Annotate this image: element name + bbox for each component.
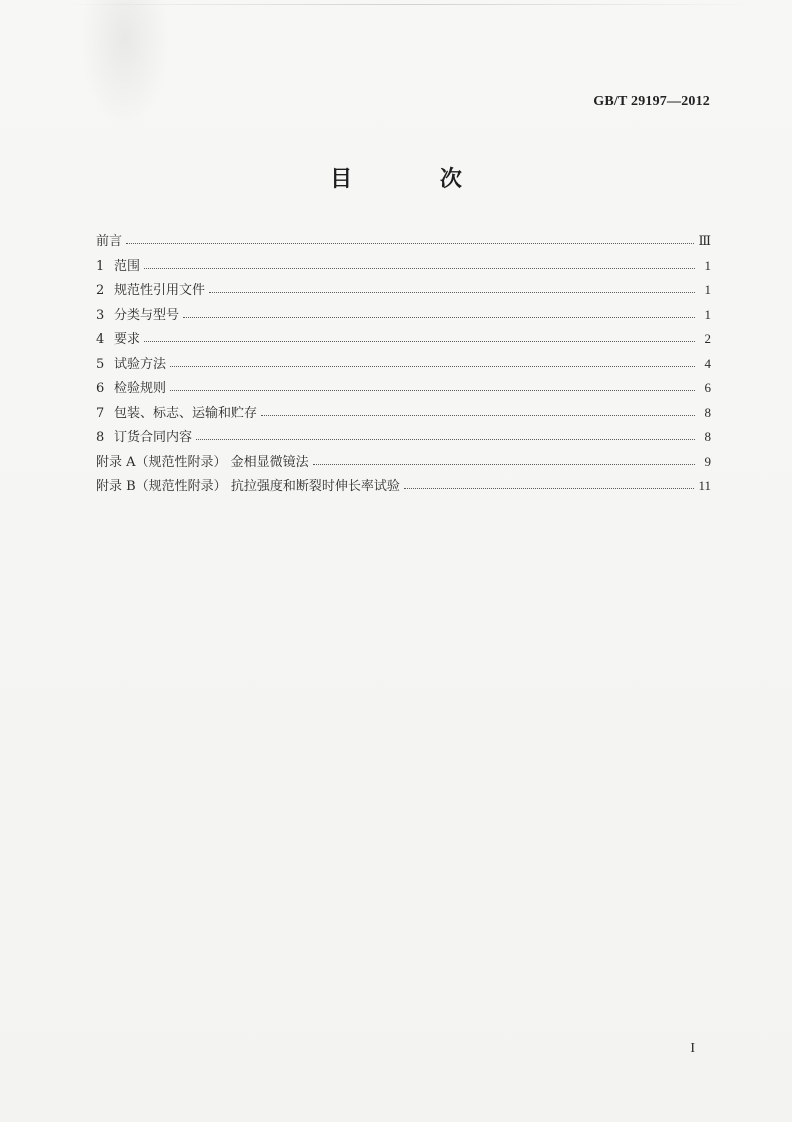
- toc-entry-2[interactable]: [96, 278, 711, 303]
- toc-entry-label: 订货合同内容: [114, 430, 193, 445]
- toc-entry-8[interactable]: [96, 425, 711, 450]
- toc-entry-number: 3: [96, 307, 105, 323]
- leader-dots: [170, 389, 695, 391]
- leader-dots: [404, 487, 695, 489]
- toc-entry-foreword[interactable]: [96, 229, 711, 254]
- leader-dots: [313, 463, 695, 465]
- document-number: GB/T 29197—2012: [593, 94, 710, 109]
- leader-dots: [209, 291, 695, 293]
- toc-entry-label: 附录 A（规范性附录） 金相显微镜法: [96, 454, 309, 470]
- leader-dots: [144, 267, 695, 269]
- toc-entry-page: 4: [704, 355, 711, 371]
- leader-dots: [170, 365, 695, 367]
- toc-entry-7[interactable]: [96, 401, 711, 426]
- toc-entry-page: 2: [704, 331, 711, 346]
- toc-entry-page: 9: [704, 453, 711, 469]
- toc-entry-number: 5: [96, 356, 105, 372]
- toc-entry-page: Ⅲ: [698, 233, 711, 248]
- page-number: I: [690, 1041, 695, 1056]
- leader-dots: [183, 316, 695, 318]
- toc-entry-number: 2: [96, 283, 105, 298]
- table-of-contents: [96, 229, 711, 499]
- toc-title: 目 次: [330, 167, 502, 192]
- toc-entry-label: 前言: [96, 234, 123, 249]
- toc-entry-number: 4: [96, 332, 105, 347]
- toc-entry-label: 检验规则: [114, 381, 167, 396]
- toc-entry-page: 11: [698, 478, 711, 493]
- toc-entry-number: 7: [96, 405, 105, 421]
- leader-dots: [196, 438, 695, 440]
- toc-entry-label: 要求: [114, 332, 141, 347]
- toc-entry-6[interactable]: [96, 376, 711, 401]
- toc-entry-label: 附录 B（规范性附录） 抗拉强度和断裂时伸长率试验: [96, 479, 400, 494]
- toc-entry-page: 8: [704, 429, 711, 444]
- toc-entry-number: 6: [96, 381, 105, 396]
- toc-entry-4[interactable]: [96, 327, 711, 352]
- toc-entry-appendix-a[interactable]: [96, 450, 711, 475]
- toc-entry-page: 1: [704, 257, 711, 273]
- leader-dots: [144, 340, 695, 342]
- leader-dots: [261, 414, 695, 416]
- toc-entry-label: 规范性引用文件: [114, 283, 206, 298]
- toc-entry-page: 8: [704, 404, 711, 420]
- leader-dots: [126, 242, 694, 244]
- toc-entry-page: 6: [704, 380, 711, 395]
- toc-entry-5[interactable]: [96, 352, 711, 377]
- toc-entry-3[interactable]: [96, 303, 711, 328]
- toc-entry-number: 1: [96, 258, 105, 274]
- toc-entry-appendix-b[interactable]: [96, 474, 711, 499]
- toc-entry-label: 范围: [114, 258, 141, 274]
- toc-entry-1[interactable]: [96, 254, 711, 279]
- toc-entry-label: 包装、标志、运输和贮存: [114, 405, 258, 421]
- toc-entry-label: 分类与型号: [114, 307, 180, 323]
- toc-entry-label: 试验方法: [114, 356, 167, 372]
- toc-entry-page: 1: [704, 306, 711, 322]
- scan-shadow: [80, 0, 170, 130]
- toc-entry-number: 8: [96, 430, 105, 445]
- toc-entry-page: 1: [704, 282, 711, 297]
